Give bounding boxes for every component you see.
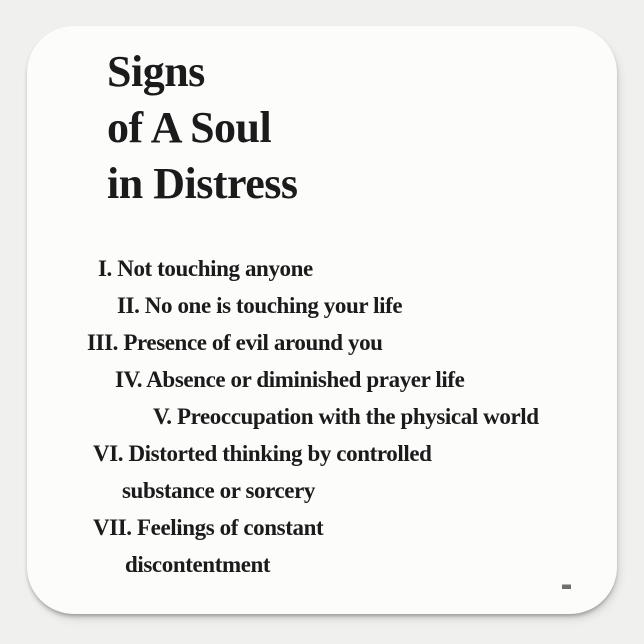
list-line-7: substance or sorcery (122, 478, 316, 503)
square-sticker (27, 26, 617, 614)
title-line-3: in Distress (107, 159, 298, 208)
title-line-2: of A Soul (107, 103, 272, 152)
sticker-title (107, 44, 297, 212)
list-line-8: VII. Feelings of constant (93, 515, 324, 540)
list-line-9: discontentment (125, 552, 271, 577)
list-line-5: V. Preoccupation with the physical world (153, 404, 539, 429)
fine-print-mark (562, 584, 571, 589)
list-line-3: III. Presence of evil around you (87, 330, 383, 355)
title-line-1: Signs (107, 47, 205, 96)
list-line-1: I. Not touching anyone (98, 256, 313, 281)
list-line-6: VI. Distorted thinking by controlled (93, 441, 432, 466)
signs-list (87, 250, 539, 583)
list-line-4: IV. Absence or diminished prayer life (115, 367, 465, 392)
list-line-2: II. No one is touching your life (117, 293, 403, 318)
